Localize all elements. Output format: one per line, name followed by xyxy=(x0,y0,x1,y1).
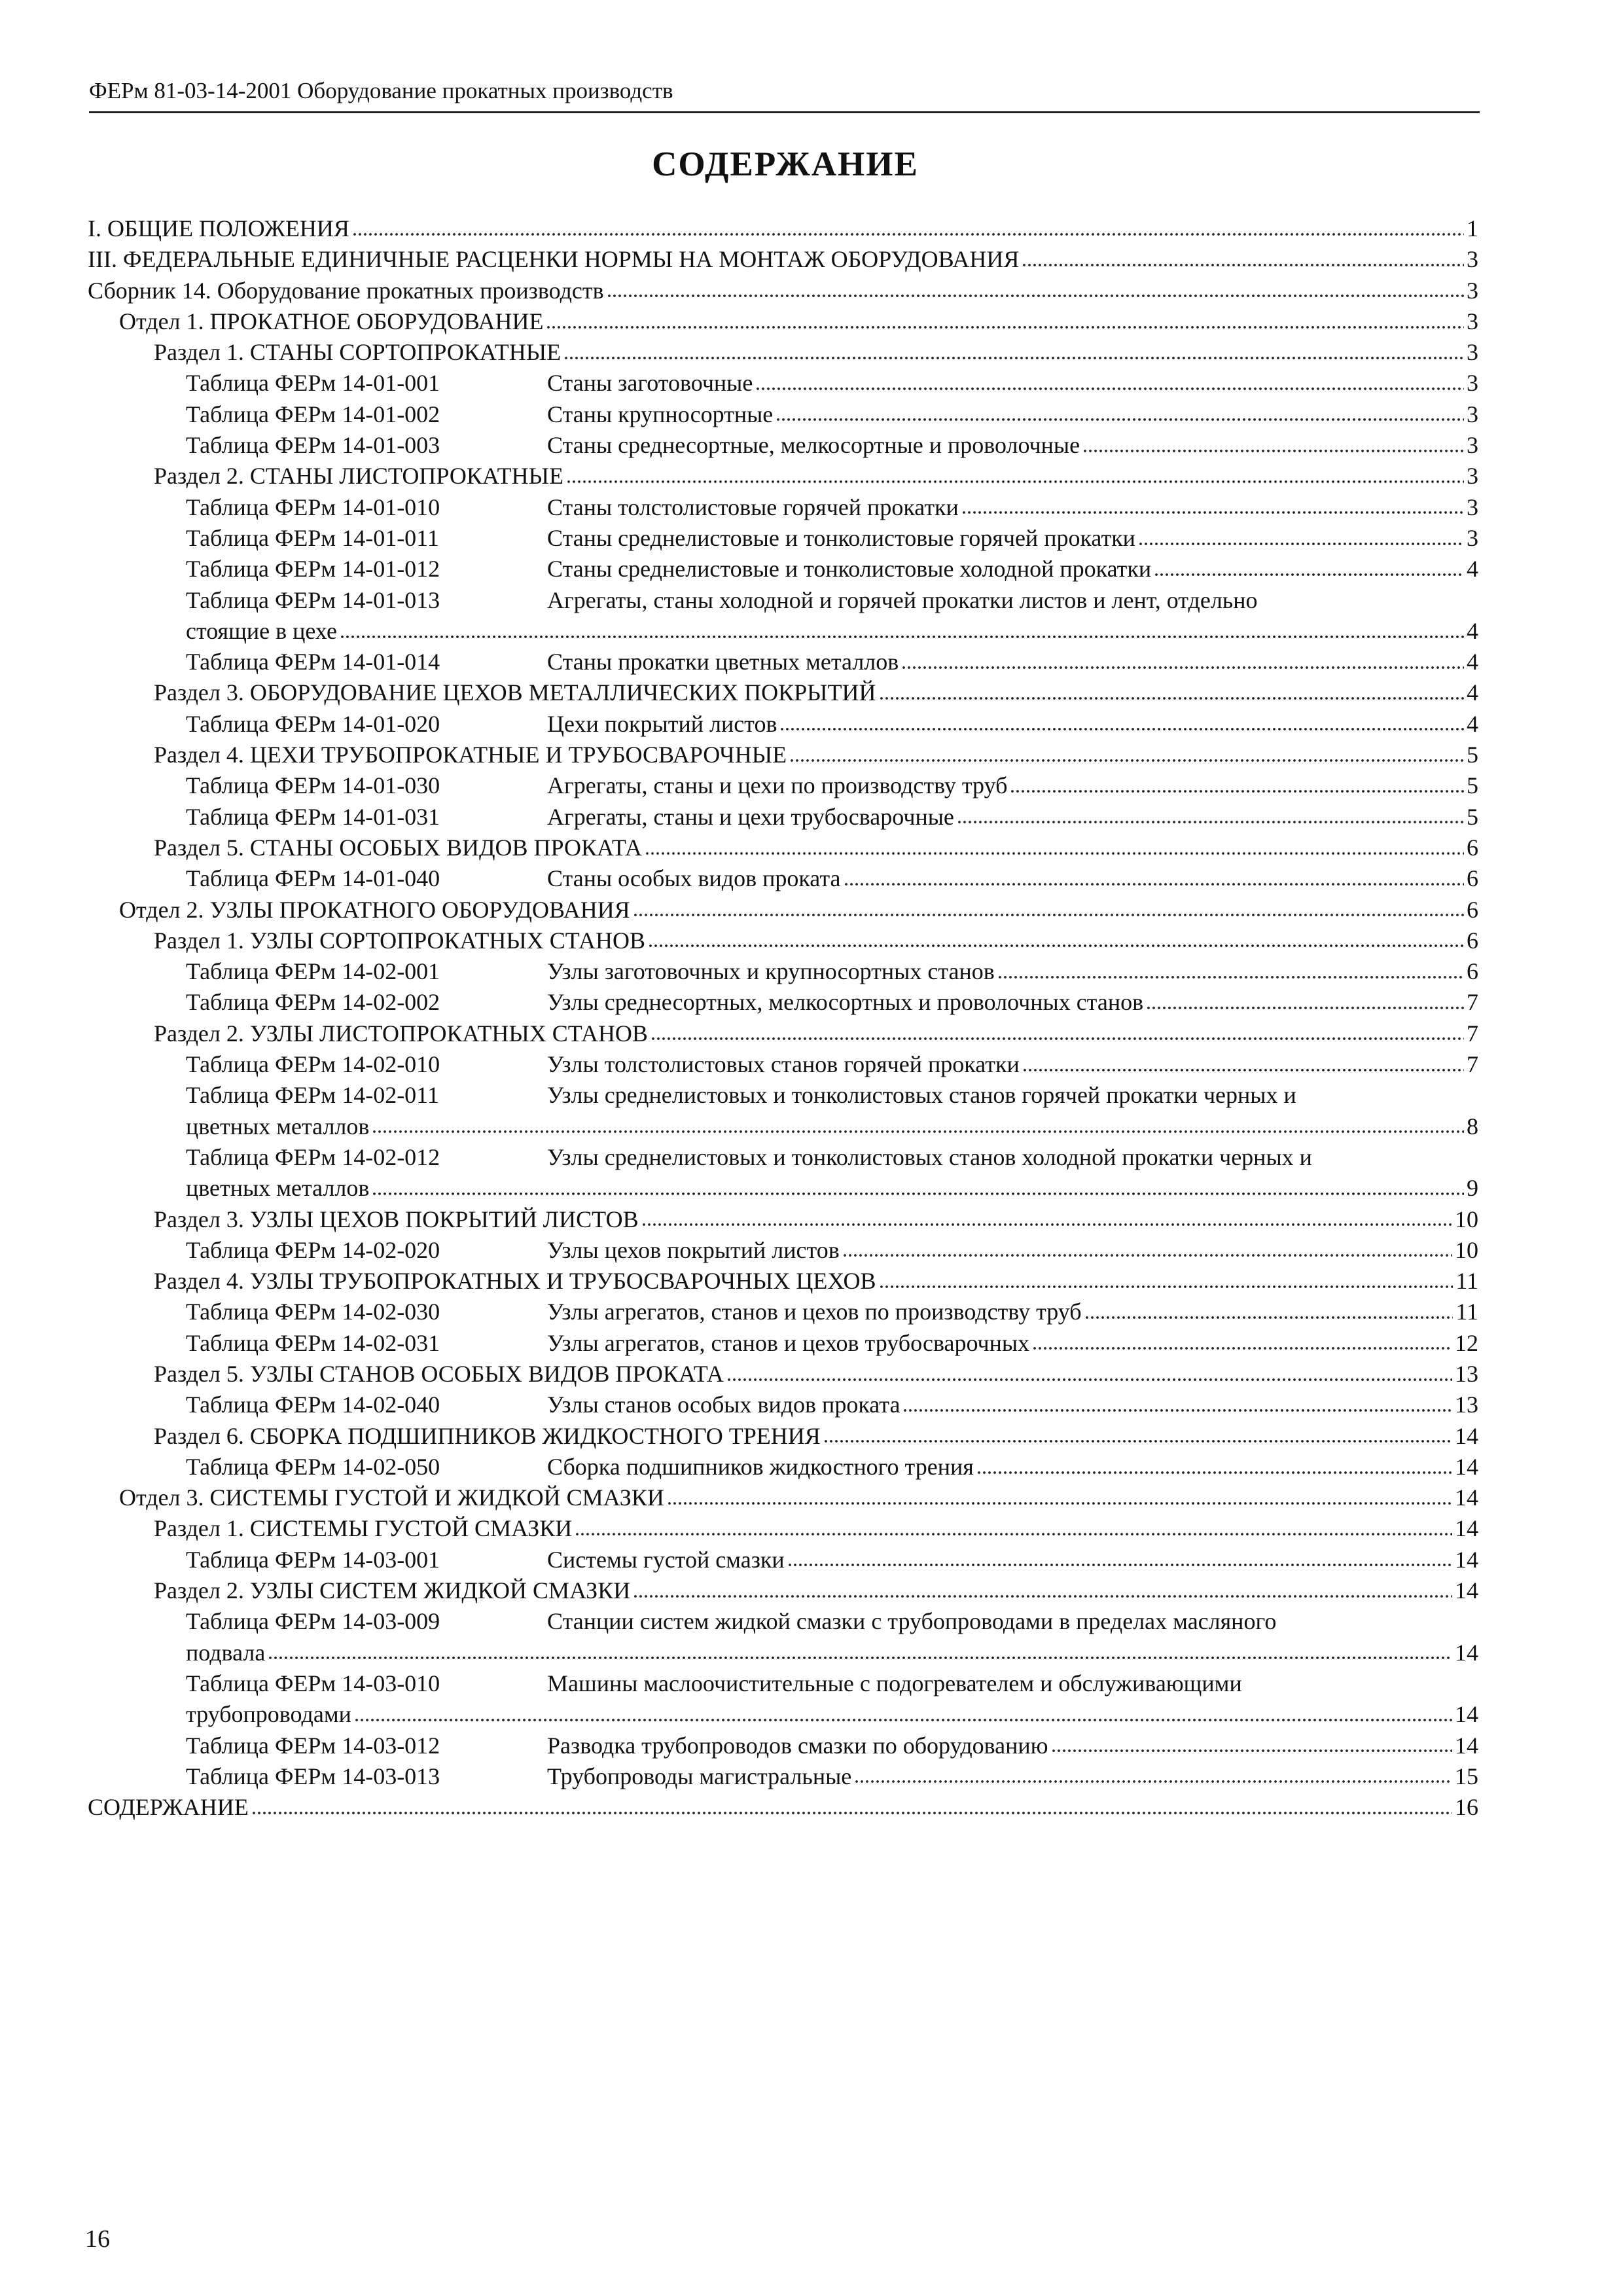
toc-table-code: Таблица ФЕРм 14-02-011 xyxy=(186,1082,439,1109)
toc-entry-title: I. ОБЩИЕ ПОЛОЖЕНИЯ xyxy=(88,215,349,242)
toc-entry-title: Цехи покрытий листов xyxy=(547,710,777,737)
toc-table-entry[interactable] xyxy=(88,1142,1478,1204)
toc-entry-line xyxy=(186,1328,1478,1359)
dot-leader xyxy=(1022,1067,1464,1073)
dot-leader xyxy=(1138,541,1464,547)
toc-table-code: Таблица ФЕРм 14-02-030 xyxy=(186,1299,440,1325)
toc-entry-line xyxy=(186,430,1478,461)
dot-leader xyxy=(1084,1315,1454,1320)
toc-entry-line xyxy=(186,770,1478,801)
toc-page-number: 7 xyxy=(1467,989,1478,1016)
dot-leader xyxy=(546,325,1464,330)
dot-leader xyxy=(961,510,1464,515)
toc-page-number: 12 xyxy=(1455,1329,1478,1356)
toc-page-number: 14 xyxy=(1455,1515,1478,1542)
table-of-contents xyxy=(88,213,1478,1823)
toc-entry-title: III. ФЕДЕРАЛЬНЫЕ ЕДИНИЧНЫЕ РАСЦЕНКИ НОРМЫ НА МОНТАЖ ОБОРУДОВАНИЯ xyxy=(88,246,1020,273)
toc-entry-title: Трубопроводы магистральные xyxy=(547,1763,852,1789)
toc-page-number: 3 xyxy=(1467,493,1478,520)
toc-table-code: Таблица ФЕРм 14-01-020 xyxy=(186,710,440,737)
dot-leader xyxy=(372,1129,1464,1134)
toc-table-entry[interactable] xyxy=(88,709,1478,740)
toc-page-number: 4 xyxy=(1467,556,1478,583)
dot-leader xyxy=(667,1501,1452,1506)
toc-entry-line xyxy=(154,925,1478,956)
toc-entry-line xyxy=(186,647,1478,677)
toc-entry-line xyxy=(186,492,1478,523)
toc-entry-title: Узлы цехов покрытий листов xyxy=(547,1236,840,1263)
toc-table-entry[interactable] xyxy=(88,987,1478,1018)
toc-table-entry[interactable] xyxy=(88,523,1478,554)
toc-page-number: 3 xyxy=(1467,401,1478,427)
toc-entry-title: Раздел 4. ЦЕХИ ТРУБОПРОКАТНЫЕ И ТРУБОСВАРОЧНЫЕ xyxy=(154,742,787,768)
toc-page-number: 16 xyxy=(1455,1794,1478,1821)
dot-leader xyxy=(645,851,1464,856)
dot-leader xyxy=(879,696,1464,701)
toc-table-entry[interactable] xyxy=(88,1328,1478,1359)
toc-entry-line xyxy=(88,244,1478,275)
toc-entry-line xyxy=(154,1421,1478,1452)
toc-entry[interactable] xyxy=(88,1204,1478,1235)
dot-leader xyxy=(1146,1005,1464,1011)
toc-page-number: 6 xyxy=(1467,834,1478,861)
toc-page-number: 4 xyxy=(1467,710,1478,737)
toc-entry[interactable] xyxy=(88,1513,1478,1544)
toc-entry[interactable] xyxy=(88,1359,1478,1390)
toc-table-code: Таблица ФЕРм 14-01-002 xyxy=(186,401,440,427)
toc-table-code: Таблица ФЕРм 14-03-012 xyxy=(186,1732,440,1759)
toc-entry-line xyxy=(154,1359,1478,1390)
toc-page-number: 3 xyxy=(1467,277,1478,304)
toc-entry[interactable] xyxy=(88,925,1478,956)
toc-entry-title: Станы заготовочные xyxy=(547,370,753,397)
toc-entry-line xyxy=(88,276,1478,306)
toc-entry-title: Сборка подшипников жидкостного трения xyxy=(547,1453,974,1480)
dot-leader xyxy=(607,293,1464,298)
toc-entry-line xyxy=(186,1173,1478,1204)
toc-page-number: 10 xyxy=(1455,1206,1478,1232)
toc-entry-title: Раздел 5. УЗЛЫ СТАНОВ ОСОБЫХ ВИДОВ ПРОКАТА xyxy=(154,1360,724,1387)
toc-page-number: 14 xyxy=(1455,1732,1478,1759)
toc-table-code: Таблица ФЕРм 14-02-001 xyxy=(186,958,440,985)
toc-table-entry[interactable] xyxy=(88,430,1478,461)
toc-table-code: Таблица ФЕРм 14-01-012 xyxy=(186,556,440,583)
toc-entry-title: Агрегаты, станы и цехи по производству труб xyxy=(547,772,1008,799)
toc-table-code: Таблица ФЕРм 14-03-010 xyxy=(186,1670,440,1696)
toc-entry-title: Агрегаты, станы холодной и горячей прокатки листов и лент, отдельно xyxy=(547,586,1258,613)
toc-page-number: 14 xyxy=(1455,1701,1478,1728)
dot-leader xyxy=(641,1222,1452,1227)
toc-table-code: Таблица ФЕРм 14-03-013 xyxy=(186,1763,440,1789)
toc-table-entry[interactable] xyxy=(88,1761,1478,1792)
toc-page-number: 3 xyxy=(1467,524,1478,551)
toc-entry-title-continuation: стоящие в цехе xyxy=(186,617,337,644)
dot-leader xyxy=(251,1810,1452,1816)
page-title: СОДЕРЖАНИЕ xyxy=(652,145,919,183)
toc-entry-title: Разводка трубопроводов смазки по оборудованию xyxy=(547,1732,1048,1759)
toc-page-number: 13 xyxy=(1455,1360,1478,1387)
toc-table-entry[interactable] xyxy=(88,1731,1478,1761)
toc-entry-line xyxy=(186,956,1478,987)
toc-entry-title-continuation: подвала xyxy=(186,1639,266,1666)
toc-table-entry[interactable] xyxy=(88,1235,1478,1266)
toc-entry-line xyxy=(186,585,1478,616)
toc-table-code: Таблица ФЕРм 14-01-014 xyxy=(186,649,440,675)
toc-page-number: 3 xyxy=(1467,432,1478,459)
toc-entry-title: Отдел 3. СИСТЕМЫ ГУСТОЙ И ЖИДКОЙ СМАЗКИ xyxy=(119,1484,664,1511)
toc-page-number: 6 xyxy=(1467,927,1478,954)
toc-entry-line xyxy=(186,1297,1478,1327)
toc-page-number: 14 xyxy=(1455,1577,1478,1604)
toc-table-entry[interactable] xyxy=(88,863,1478,894)
toc-entry-title: Станы среднелистовые и тонколистовые холодной прокатки xyxy=(547,556,1152,583)
toc-entry-line xyxy=(154,1266,1478,1297)
toc-table-code: Таблица ФЕРм 14-02-020 xyxy=(186,1236,440,1263)
toc-entry[interactable] xyxy=(88,306,1478,337)
dot-leader xyxy=(340,634,1464,639)
toc-entry-title: Узлы среднелистовых и тонколистовых станов холодной прокатки черных и xyxy=(547,1143,1312,1170)
toc-page-number: 1 xyxy=(1467,215,1478,242)
toc-table-code: Таблица ФЕРм 14-01-031 xyxy=(186,803,440,830)
dot-leader xyxy=(842,1253,1452,1258)
toc-table-code: Таблица ФЕРм 14-01-030 xyxy=(186,772,440,799)
toc-entry-line xyxy=(154,740,1478,770)
dot-leader xyxy=(957,819,1464,825)
dot-leader xyxy=(1154,572,1464,577)
toc-table-entry[interactable] xyxy=(88,802,1478,833)
toc-entry-title: Станы среднесортные, мелкосортные и проволочные xyxy=(547,432,1080,459)
toc-entry-line xyxy=(119,1482,1478,1513)
toc-entry-line xyxy=(186,1080,1478,1111)
toc-entry-title: Сборник 14. Оборудование прокатных производств xyxy=(88,277,604,304)
toc-table-entry[interactable] xyxy=(88,492,1478,523)
toc-page-number: 7 xyxy=(1467,1051,1478,1078)
toc-entry-line xyxy=(154,1018,1478,1049)
toc-table-code: Таблица ФЕРм 14-01-003 xyxy=(186,432,440,459)
toc-entry-line xyxy=(186,987,1478,1018)
toc-entry-title: Узлы заготовочных и крупносортных станов xyxy=(547,958,995,985)
toc-table-entry[interactable] xyxy=(88,1049,1478,1080)
toc-entry-title: Станы крупносортные xyxy=(547,401,774,427)
toc-page-number: 3 xyxy=(1467,246,1478,273)
toc-entry[interactable] xyxy=(88,895,1478,925)
toc-entry-line xyxy=(154,1513,1478,1544)
toc-entry[interactable] xyxy=(88,1792,1478,1823)
dot-leader xyxy=(352,232,1464,237)
toc-entry-line xyxy=(186,1049,1478,1080)
dot-leader xyxy=(575,1532,1452,1537)
toc-table-code: Таблица ФЕРм 14-02-002 xyxy=(186,989,440,1016)
dot-leader xyxy=(633,1594,1452,1599)
toc-entry-title: Раздел 5. СТАНЫ ОСОБЫХ ВИДОВ ПРОКАТА xyxy=(154,834,643,861)
toc-entry[interactable] xyxy=(88,1482,1478,1513)
toc-table-entry[interactable] xyxy=(88,368,1478,399)
toc-table-entry[interactable] xyxy=(88,1545,1478,1575)
toc-entry-line xyxy=(186,1668,1478,1699)
running-header xyxy=(89,72,1480,113)
toc-entry-line xyxy=(186,1452,1478,1482)
toc-table-code: Таблица ФЕРм 14-01-011 xyxy=(186,524,439,551)
dot-leader xyxy=(755,386,1464,391)
toc-page-number: 6 xyxy=(1467,958,1478,985)
toc-entry-title: СОДЕРЖАНИЕ xyxy=(88,1794,249,1821)
toc-entry-title: Станы особых видов проката xyxy=(547,865,841,892)
toc-entry[interactable] xyxy=(88,461,1478,492)
toc-entry-title: Станы толстолистовые горячей прокатки xyxy=(547,493,959,520)
toc-page-number: 3 xyxy=(1467,370,1478,397)
dot-leader xyxy=(976,1470,1452,1475)
toc-entry-title: Раздел 2. СТАНЫ ЛИСТОПРОКАТНЫЕ xyxy=(154,463,564,490)
toc-page-number: 9 xyxy=(1467,1175,1478,1202)
toc-entry-line xyxy=(186,802,1478,833)
toc-entry-line xyxy=(186,863,1478,894)
toc-page-number: 11 xyxy=(1455,1268,1478,1295)
dot-leader xyxy=(787,1562,1452,1568)
toc-entry[interactable] xyxy=(88,833,1478,863)
toc-entry-title: Раздел 4. УЗЛЫ ТРУБОПРОКАТНЫХ И ТРУБОСВАРОЧНЫХ ЦЕХОВ xyxy=(154,1268,876,1295)
toc-entry-line xyxy=(154,461,1478,492)
toc-table-code: Таблица ФЕРм 14-02-040 xyxy=(186,1391,440,1418)
toc-table-entry[interactable] xyxy=(88,956,1478,987)
toc-entry[interactable] xyxy=(88,740,1478,770)
toc-entry[interactable] xyxy=(88,677,1478,708)
toc-table-entry[interactable] xyxy=(88,647,1478,677)
dot-leader xyxy=(854,1779,1452,1784)
dot-leader xyxy=(726,1377,1452,1382)
toc-entry-title: Раздел 3. ОБОРУДОВАНИЕ ЦЕХОВ МЕТАЛЛИЧЕСКИХ ПОКРЫТИЙ xyxy=(154,679,876,706)
toc-entry-title: Раздел 3. УЗЛЫ ЦЕХОВ ПОКРЫТИЙ ЛИСТОВ xyxy=(154,1206,639,1232)
toc-entry-line xyxy=(186,368,1478,399)
toc-entry-title: Узлы агрегатов, станов и цехов по производству труб xyxy=(547,1299,1082,1325)
toc-entry-title: Станы среднелистовые и тонколистовые горячей прокатки xyxy=(547,524,1135,551)
toc-entry-title: Узлы станов особых видов проката xyxy=(547,1391,901,1418)
toc-entry-title-continuation: цветных металлов xyxy=(186,1113,370,1139)
toc-entry-title: Отдел 1. ПРОКАТНОЕ ОБОРУДОВАНИЕ xyxy=(119,308,544,334)
toc-page-number: 14 xyxy=(1455,1422,1478,1449)
toc-entry-line xyxy=(154,833,1478,863)
toc-table-entry[interactable] xyxy=(88,1668,1478,1731)
dot-leader xyxy=(1082,448,1464,454)
toc-entry-title: Агрегаты, станы и цехи трубосварочные xyxy=(547,803,954,830)
toc-entry-title-continuation: цветных металлов xyxy=(186,1175,370,1202)
toc-entry[interactable] xyxy=(88,1018,1478,1049)
toc-entry-title: Машины маслоочистительные с подогревателем и обслуживающими xyxy=(547,1670,1242,1696)
toc-entry-title-continuation: трубопроводами xyxy=(186,1701,351,1728)
toc-table-entry[interactable] xyxy=(88,1452,1478,1482)
toc-page-number: 14 xyxy=(1455,1453,1478,1480)
toc-page-number: 5 xyxy=(1467,772,1478,799)
toc-entry-line xyxy=(186,523,1478,554)
toc-entry-line xyxy=(186,399,1478,430)
toc-entry-title: Узлы среднесортных, мелкосортных и проволочных станов xyxy=(547,989,1144,1016)
dot-leader xyxy=(879,1284,1454,1289)
dot-leader xyxy=(633,912,1464,918)
toc-entry[interactable] xyxy=(88,337,1478,368)
toc-entry-title: Станы прокатки цветных металлов xyxy=(547,649,899,675)
toc-table-code: Таблица ФЕРм 14-02-050 xyxy=(186,1453,440,1480)
toc-entry-title: Узлы толстолистовых станов горячей прокатки xyxy=(547,1051,1020,1078)
toc-table-code: Таблица ФЕРм 14-01-013 xyxy=(186,586,440,613)
toc-page-number: 3 xyxy=(1467,463,1478,490)
dot-leader xyxy=(779,726,1464,732)
toc-page-number: 11 xyxy=(1455,1299,1478,1325)
toc-entry-line xyxy=(119,895,1478,925)
toc-page-number: 10 xyxy=(1455,1236,1478,1263)
toc-page-number: 6 xyxy=(1467,896,1478,923)
toc-page-number: 15 xyxy=(1455,1763,1478,1789)
toc-table-code: Таблица ФЕРм 14-03-001 xyxy=(186,1546,440,1573)
toc-page-number: 6 xyxy=(1467,865,1478,892)
toc-entry-line xyxy=(186,1731,1478,1761)
toc-entry-line xyxy=(88,213,1478,244)
dot-leader xyxy=(651,1036,1464,1041)
dot-leader xyxy=(776,417,1464,422)
toc-entry-line xyxy=(186,1390,1478,1420)
toc-table-code: Таблица ФЕРм 14-01-001 xyxy=(186,370,440,397)
toc-entry-title: Раздел 2. УЗЛЫ ЛИСТОПРОКАТНЫХ СТАНОВ xyxy=(154,1020,648,1047)
toc-page-number: 5 xyxy=(1467,742,1478,768)
toc-table-code: Таблица ФЕРм 14-02-010 xyxy=(186,1051,440,1078)
toc-entry-title: Отдел 2. УЗЛЫ ПРОКАТНОГО ОБОРУДОВАНИЯ xyxy=(119,896,630,923)
dot-leader xyxy=(1032,1346,1452,1351)
toc-entry-title: Раздел 6. СБОРКА ПОДШИПНИКОВ ЖИДКОСТНОГО ТРЕНИЯ xyxy=(154,1422,821,1449)
toc-entry-line xyxy=(154,1575,1478,1606)
toc-table-code: Таблица ФЕРм 14-02-031 xyxy=(186,1329,440,1356)
toc-entry-line xyxy=(119,306,1478,337)
toc-entry-line xyxy=(186,709,1478,740)
toc-entry-line xyxy=(154,1204,1478,1235)
toc-entry[interactable] xyxy=(88,276,1478,306)
toc-entry-line xyxy=(186,1111,1478,1142)
toc-page-number: 14 xyxy=(1455,1639,1478,1666)
dot-leader xyxy=(997,975,1464,980)
toc-page-number: 4 xyxy=(1467,679,1478,706)
toc-entry[interactable] xyxy=(88,244,1478,275)
toc-table-entry[interactable] xyxy=(88,399,1478,430)
toc-entry-line xyxy=(186,554,1478,584)
toc-entry[interactable] xyxy=(88,1421,1478,1452)
dot-leader xyxy=(566,479,1464,484)
toc-entry-line xyxy=(186,1606,1478,1637)
toc-page-number: 8 xyxy=(1467,1113,1478,1139)
toc-entry-title: Раздел 1. СТАНЫ СОРТОПРОКАТНЫЕ xyxy=(154,339,562,366)
toc-table-entry[interactable] xyxy=(88,1606,1478,1668)
toc-entry-line xyxy=(186,1142,1478,1173)
toc-entry[interactable] xyxy=(88,1575,1478,1606)
toc-entry-line xyxy=(186,1545,1478,1575)
toc-table-entry[interactable] xyxy=(88,770,1478,801)
page-number: 16 xyxy=(85,2225,110,2253)
toc-entry-title: Раздел 2. УЗЛЫ СИСТЕМ ЖИДКОЙ СМАЗКИ xyxy=(154,1577,631,1604)
toc-entry-line xyxy=(186,1235,1478,1266)
toc-page-number: 4 xyxy=(1467,617,1478,644)
toc-page-number: 14 xyxy=(1455,1484,1478,1511)
dot-leader xyxy=(1022,262,1464,268)
dot-leader xyxy=(563,355,1464,361)
toc-table-entry[interactable] xyxy=(88,554,1478,584)
toc-entry-title: Станции систем жидкой смазки с трубопроводами в пределах масляного xyxy=(547,1608,1277,1635)
toc-table-code: Таблица ФЕРм 14-01-010 xyxy=(186,493,440,520)
dot-leader xyxy=(902,1408,1452,1413)
toc-page-number: 3 xyxy=(1467,339,1478,366)
toc-page-number: 3 xyxy=(1467,308,1478,334)
toc-entry-title: Узлы среднелистовых и тонколистовых станов горячей прокатки черных и xyxy=(547,1082,1296,1109)
toc-table-entry[interactable] xyxy=(88,1390,1478,1420)
toc-page-number: 5 xyxy=(1467,803,1478,830)
toc-entry-line xyxy=(186,616,1478,647)
toc-page-number: 14 xyxy=(1455,1546,1478,1573)
toc-entry[interactable] xyxy=(88,213,1478,244)
dot-leader xyxy=(901,665,1464,670)
toc-entry-line xyxy=(186,1761,1478,1792)
toc-entry-line xyxy=(88,1792,1478,1823)
toc-page-number: 13 xyxy=(1455,1391,1478,1418)
dot-leader xyxy=(1051,1748,1452,1753)
dot-leader xyxy=(823,1439,1452,1444)
toc-entry[interactable] xyxy=(88,1266,1478,1297)
toc-table-code: Таблица ФЕРм 14-01-040 xyxy=(186,865,440,892)
dot-leader xyxy=(1010,789,1464,794)
toc-table-entry[interactable] xyxy=(88,1297,1478,1327)
toc-table-entry[interactable] xyxy=(88,585,1478,647)
toc-entry-line xyxy=(186,1638,1478,1668)
dot-leader xyxy=(844,882,1464,887)
dot-leader xyxy=(789,758,1464,763)
toc-entry-line xyxy=(154,677,1478,708)
toc-entry-title: Узлы агрегатов, станов и цехов трубосварочных xyxy=(547,1329,1030,1356)
toc-entry-title: Системы густой смазки xyxy=(547,1546,785,1573)
dot-leader xyxy=(268,1655,1452,1660)
toc-page-number: 7 xyxy=(1467,1020,1478,1047)
running-header-text: ФЕРм 81-03-14-2001 Оборудование прокатных производств xyxy=(89,78,673,103)
toc-table-code: Таблица ФЕРм 14-02-012 xyxy=(186,1143,440,1170)
toc-entry-line xyxy=(186,1699,1478,1730)
toc-table-code: Таблица ФЕРм 14-03-009 xyxy=(186,1608,440,1635)
dot-leader xyxy=(372,1191,1464,1196)
toc-entry-line xyxy=(154,337,1478,368)
toc-entry-title: Раздел 1. СИСТЕМЫ ГУСТОЙ СМАЗКИ xyxy=(154,1515,573,1542)
toc-entry-title: Раздел 1. УЗЛЫ СОРТОПРОКАТНЫХ СТАНОВ xyxy=(154,927,645,954)
toc-table-entry[interactable] xyxy=(88,1080,1478,1142)
dot-leader xyxy=(648,943,1464,948)
dot-leader xyxy=(354,1717,1452,1723)
toc-page-number: 4 xyxy=(1467,649,1478,675)
